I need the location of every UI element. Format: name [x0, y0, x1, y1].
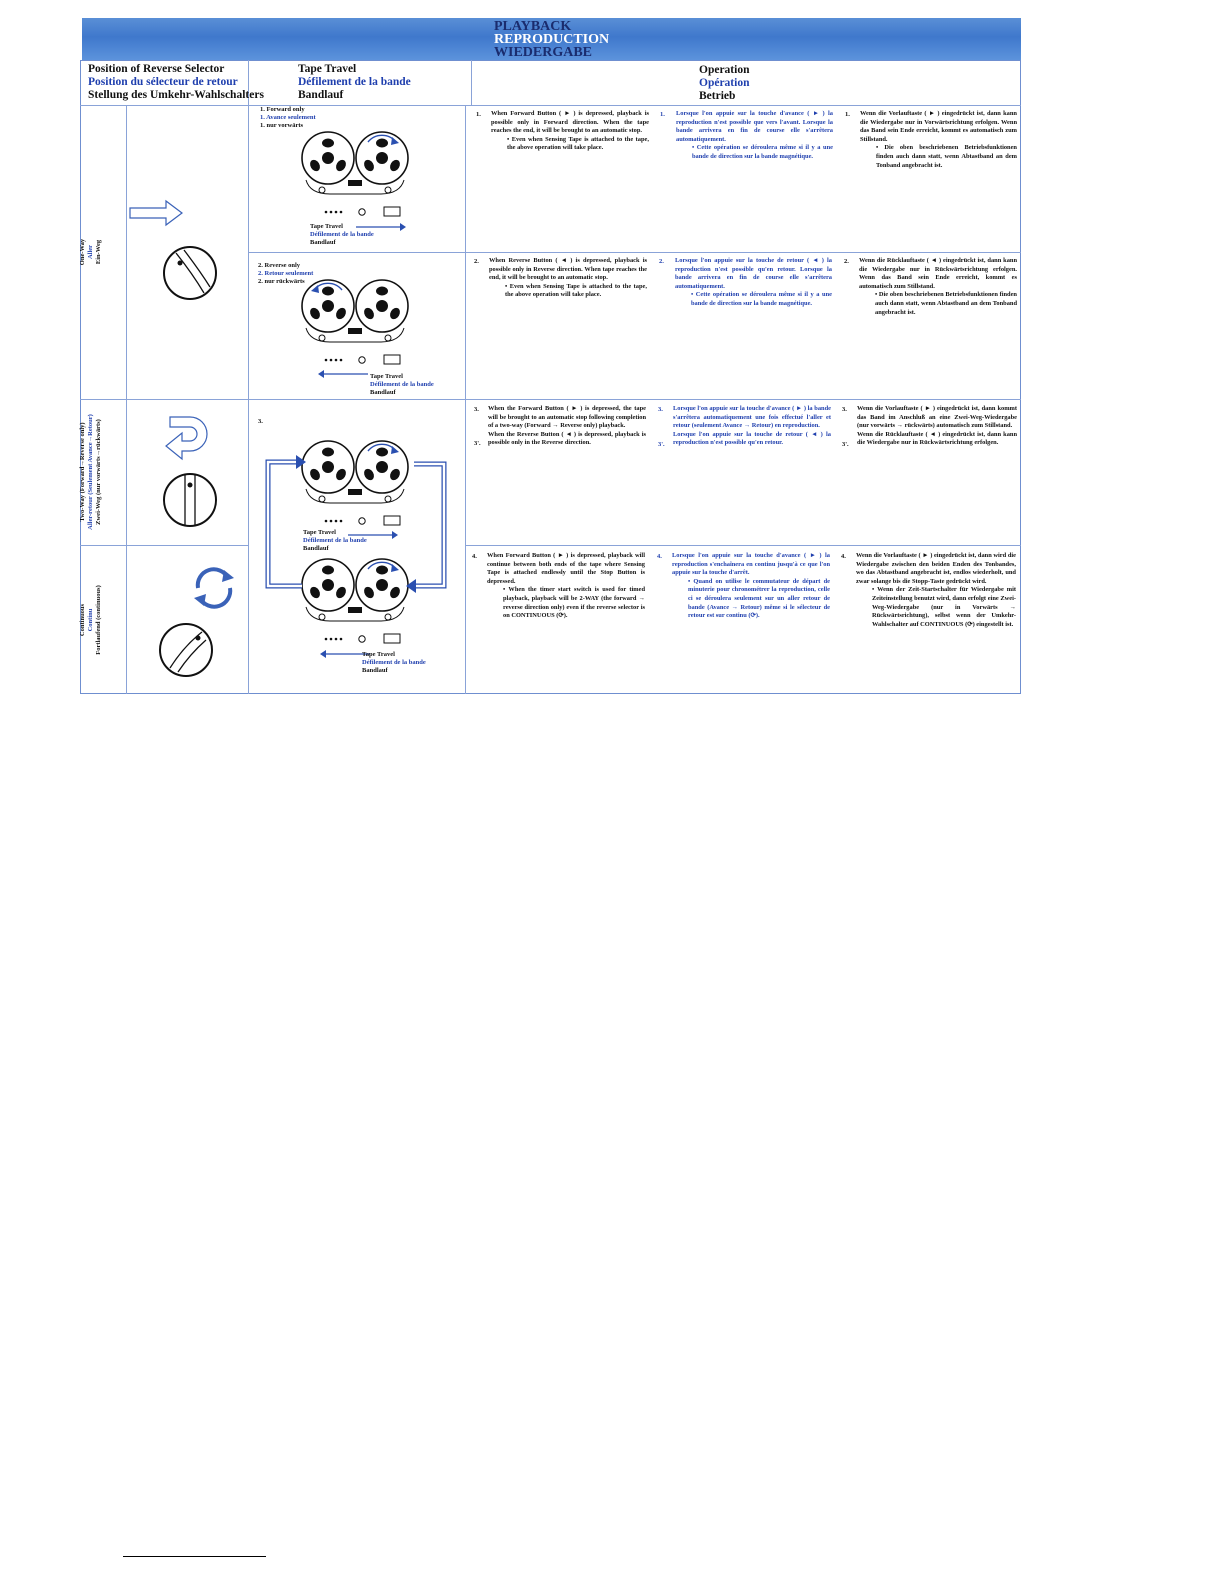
- divider: [248, 252, 1021, 253]
- button-dot-icon: [335, 359, 338, 362]
- op-note: • Even when Sensing Tape is attached to the tape, the above operation will take place.: [505, 282, 647, 299]
- travel-en: Tape Travel: [370, 373, 403, 380]
- op-note: • Wenn der Zeit-Startschalter für Wiedergabe mit Zeiteinstellung benutzt wird, dann erfolgt eine Zwei-Weg-Wiedergabe (nur in Vorwärts → Rückwärtsrichtung), selbst wenn der Umkehr-Wahlschalter auf CONTINUOUS (⟳) eingestellt ist.: [872, 586, 1016, 628]
- button-dot-icon: [325, 211, 328, 214]
- header-tape-fr: Défilement de la bande: [298, 76, 411, 88]
- op-number: 4.: [841, 553, 846, 560]
- op-paragraph: When the Forward Button ( ► ) is depressed, the tape will be brought to an automatic stop following completion of a two-way (Forward → Reverse only) playback.: [488, 405, 646, 430]
- travel-label: [303, 529, 367, 553]
- op-paragraph: Lorsque l'on appuie sur la touche de retour ( ◄ ) la reproduction n'est possible qu'en retour. Lorsque la bande arrivera en fin de course elle s'arrêtera automatiquement.: [675, 257, 832, 290]
- header-position: [88, 63, 264, 102]
- label-one-way-de: Ein-Weg: [95, 239, 102, 265]
- op-paragraph: When the Reverse Button ( ◄ ) is depressed, playback is possible only in the Reverse direction.: [488, 430, 646, 447]
- divider: [80, 105, 1021, 106]
- op-text-de: [857, 405, 1017, 448]
- travel-fr: Défilement de la bande: [362, 659, 426, 666]
- tape-head-icon: [348, 180, 362, 186]
- op-note: • Quand on utilise le commutateur de départ de minuterie pour chronométrer la reproduction, celle ci se déroulera seulement sur un aller retour de bande (Avance → Retour) même si le sélecteur de retour est sur continu (⟳).: [688, 577, 830, 620]
- reel-hub-icon: [322, 300, 334, 312]
- mode-reverse-en: 2. Reverse only: [258, 262, 301, 269]
- op-paragraph: Lorsque l'on appuie sur la touche de retour ( ◄ ) la reproduction n'est possible qu'en retour.: [673, 430, 831, 447]
- knob-icon: [359, 357, 365, 363]
- header-op-en: Operation: [699, 64, 750, 76]
- selector-knob-continuous-icon: [158, 622, 214, 678]
- op-paragraph: Wenn die Rücklauftaste ( ◄ ) eingedrückt ist, dann kann die Wiedergabe nur in Rückwärtsrichtung erfolgen.: [857, 430, 1017, 447]
- op-note: • Cette opération se déroulera même si il y a une bande de direction sur la bande magnétique.: [692, 144, 833, 160]
- header-op-fr: Opération: [699, 77, 750, 89]
- label-two-way-en: Two-Way (Forward→Reverse only): [79, 422, 86, 522]
- travel-de: Bandlauf: [362, 667, 388, 674]
- button-dot-icon: [330, 211, 333, 214]
- one-way-arrow-icon: [130, 200, 185, 226]
- header-op-de: Betrieb: [699, 90, 736, 102]
- op-number: 3.: [474, 406, 479, 413]
- guide-roller-icon: [385, 187, 391, 193]
- row-label-two-way: [79, 399, 102, 545]
- header-position-fr: Position du sélecteur de retour: [88, 76, 238, 88]
- knob-icon: [359, 209, 365, 215]
- op-number: 2.: [474, 258, 479, 265]
- mode-forward-de: 1. nur vorwärts: [260, 122, 304, 129]
- label-two-way-de: Zwei-Weg (nur vorwärts→rückwärts): [95, 419, 102, 525]
- op-text-fr: [675, 257, 832, 309]
- op-paragraph: When Forward Button ( ► ) is depressed, playback is possible only in Forward direction. When the tape reaches the end, it will be brought to an automatic stop.: [491, 110, 649, 135]
- label-continuous-fr: Continu: [87, 608, 94, 631]
- reel-spoke-icon: [322, 447, 334, 456]
- divider: [471, 60, 472, 105]
- op-paragraph: Wenn die Vorlauftaste ( ► ) eingedrückt ist, dann kommt das Band im Anschluß an eine Zwei-Weg-Wiedergabe (nur vorwärts → rückwärts) automatisch zum Stillstand.: [857, 405, 1017, 430]
- header-operation: [699, 64, 749, 103]
- button-dot-icon: [330, 638, 333, 641]
- title-banner: [82, 18, 1021, 60]
- op-note: • Die oben beschriebenen Betriebsfunktionen finden auch dann statt, wenn Abtastband an dem Tonband angebracht ist.: [875, 291, 1017, 316]
- title-wiedergabe: WIEDERGABE: [494, 45, 593, 60]
- button-dot-icon: [340, 359, 343, 362]
- title-reproduction: REPRODUCTION: [494, 32, 610, 47]
- button-dot-icon: [325, 359, 328, 362]
- tape-head-icon: [348, 328, 362, 334]
- selector-knob-one-way-icon: [162, 245, 218, 301]
- travel-fr: Défilement de la bande: [370, 381, 434, 388]
- tape-deck-forward-diagram: [300, 128, 410, 220]
- op-paragraph: Lorsque l'on appuie sur la touche d'avance ( ► ) la reproduction s'enchaînera en continu jusqu'à ce que l'on appuie sur la touche d'arrêt.: [672, 552, 830, 577]
- op-number: 2.: [844, 258, 849, 265]
- op-text-fr: [672, 552, 830, 621]
- op-text-de: [856, 552, 1016, 629]
- travel-de: Bandlauf: [310, 239, 336, 246]
- tape-deck-reverse-diagram: [300, 276, 410, 368]
- divider: [248, 60, 249, 694]
- label-continuous-en: Continuous: [79, 603, 86, 636]
- guide-roller-icon: [319, 335, 325, 341]
- reel-spoke-icon: [376, 286, 388, 295]
- header-tape-de: Bandlauf: [298, 89, 344, 101]
- row-label-continuous: [79, 545, 102, 694]
- label-one-way-en: One-Way: [79, 238, 86, 266]
- mode-forward-only: [260, 106, 316, 130]
- op-paragraph: Wenn die Vorlauftaste ( ► ) eingedrückt ist, dann wird die Wiedergabe zwischen den beiden Enden des Tonbandes, wo das Abtastband angebracht ist, endlos wiederholt, und zwar solange bis die Stopp-Taste gedrückt wird.: [856, 552, 1016, 585]
- op-number: 1.: [845, 111, 850, 118]
- op-text-de: [859, 257, 1017, 317]
- guide-roller-icon: [385, 614, 391, 620]
- guide-roller-icon: [319, 614, 325, 620]
- header-position-de: Stellung des Umkehr-Wahlschalters: [88, 89, 264, 101]
- counter-icon: [384, 355, 400, 364]
- op-paragraph: Lorsque l'on appuie sur la touche d'avance ( ► ) la reproduction n'est possible que vers l'avant. Lorsque la bande arrivera en fin de course elle s'arrêtera automatiquement.: [676, 110, 833, 143]
- travel-fr: Défilement de la bande: [303, 537, 367, 544]
- knob-icon: [359, 636, 365, 642]
- tape-head-icon: [348, 607, 362, 613]
- op-note: • When the timer start switch is used for timed playback, playback will be 2-WAY (the forward → reverse direction only) even if the reverse selector is on CONTINUOUS (⟳).: [503, 586, 645, 620]
- op-number: 3'.: [842, 441, 849, 448]
- label-two-way-fr: Aller-retour (Seulement Avance→Retour): [87, 414, 94, 530]
- mode-forward-fr: 1. Avance seulement: [260, 114, 316, 121]
- op-note: • Cette opération se déroulera même si il y a une bande de direction sur la bande magnétique.: [691, 291, 832, 307]
- button-dot-icon: [340, 638, 343, 641]
- button-dot-icon: [340, 211, 343, 214]
- travel-en: Tape Travel: [303, 529, 336, 536]
- button-dot-icon: [330, 359, 333, 362]
- loop-flow-frame: [262, 458, 452, 590]
- reel-hub-icon: [376, 152, 388, 164]
- counter-icon: [384, 207, 400, 216]
- mode-reverse-de: 2. nur rückwärts: [258, 278, 305, 285]
- op-text-de: [860, 110, 1017, 170]
- footnote-rule: [123, 1556, 266, 1557]
- mode-reverse-fr: 2. Retour seulement: [258, 270, 314, 277]
- op-text-en: [488, 405, 646, 448]
- button-dot-icon: [335, 638, 338, 641]
- selector-knob-two-way-icon: [162, 472, 218, 528]
- op-text-en: [489, 257, 647, 300]
- two-way-u-arrow-icon: [160, 413, 215, 465]
- label-continuous-de: Fortlaufend (continuous): [95, 584, 102, 655]
- op-text-fr: [676, 110, 833, 162]
- op-paragraph: Wenn die Rücklauftaste ( ◄ ) eingedrückt ist, dann kann die Wiedergabe nur in Rückwärtsrichtung erfolgen. Wenn das Band sein Ende erreicht, kommt es automatisch zum Stillstand.: [859, 257, 1017, 290]
- travel-de: Bandlauf: [303, 545, 329, 552]
- reel-spoke-icon: [322, 286, 334, 295]
- reel-hub-icon: [376, 300, 388, 312]
- guide-roller-icon: [319, 187, 325, 193]
- op-number: 4.: [472, 553, 477, 560]
- travel-en: Tape Travel: [310, 223, 343, 230]
- op-text-en: [487, 552, 645, 621]
- op-text-en: [491, 110, 649, 153]
- reel-spoke-icon: [322, 138, 334, 147]
- header-position-en: Position of Reverse Selector: [88, 63, 225, 75]
- travel-de: Bandlauf: [370, 389, 396, 396]
- reel-hub-icon: [322, 152, 334, 164]
- op-number: 3.: [842, 406, 847, 413]
- op-note: • Die oben beschriebenen Betriebsfunktionen finden auch dann statt, wenn Abtastband an dem Tonband angebracht ist.: [876, 144, 1017, 169]
- op-paragraph: Lorsque l'on appuie sur la touche d'avance ( ► ) la bande s'arrêtera automatiquement une fois effectué l'aller et retour (seulement Avance → Retour) en reproduction.: [673, 405, 831, 430]
- button-dot-icon: [335, 211, 338, 214]
- op-paragraph: Wenn die Vorlauftaste ( ► ) eingedrückt ist, dann kann die Wiedergabe nur in Vorwärtsrichtung erfolgen. Wenn das Band sein Ende erreicht, kommt es automatisch zum Stillstand.: [860, 110, 1017, 143]
- divider: [80, 545, 248, 546]
- op-number: 2.: [659, 258, 664, 265]
- op-number: 3'.: [474, 440, 481, 447]
- op-number: 1.: [476, 111, 481, 118]
- label-one-way-fr: Aller: [87, 244, 94, 260]
- op-note: • Even when Sensing Tape is attached to the tape, the above operation will take place.: [507, 135, 649, 152]
- row-label-one-way: [79, 105, 102, 399]
- op-number: 1.: [660, 111, 665, 118]
- travel-label: [370, 373, 434, 397]
- travel-fr: Défilement de la bande: [310, 231, 374, 238]
- button-dot-icon: [325, 638, 328, 641]
- op-paragraph: When Reverse Button ( ◄ ) is depressed, playback is possible only in Reverse direction. When tape reaches the end, it will be brought to an automatic stop.: [489, 257, 647, 282]
- reel-spoke-icon: [376, 447, 388, 456]
- title-playback: PLAYBACK: [494, 19, 572, 34]
- reel-spoke-icon: [376, 138, 388, 147]
- travel-label: [310, 223, 374, 247]
- travel-label: [362, 651, 426, 675]
- op-number: 4.: [657, 553, 662, 560]
- travel-en: Tape Travel: [362, 651, 395, 658]
- guide-roller-icon: [385, 335, 391, 341]
- mode-forward-en: 1. Forward only: [260, 106, 305, 113]
- header-tape-en: Tape Travel: [298, 63, 357, 75]
- mode-three: 3.: [258, 418, 263, 425]
- op-paragraph: When Forward Button ( ► ) is depressed, playback will continue between both ends of the tape where Sensing Tape is attached endlessly until the Stop Button is depressed.: [487, 552, 645, 585]
- divider: [465, 545, 1021, 546]
- op-text-fr: [673, 405, 831, 448]
- divider: [80, 399, 1021, 400]
- op-number: 3.: [658, 406, 663, 413]
- op-number: 3'.: [658, 441, 665, 448]
- header-tape-travel: [298, 63, 411, 102]
- counter-icon: [384, 634, 400, 643]
- travel-arrow-left-icon: [318, 369, 368, 379]
- continuous-loop-icon: [188, 562, 240, 614]
